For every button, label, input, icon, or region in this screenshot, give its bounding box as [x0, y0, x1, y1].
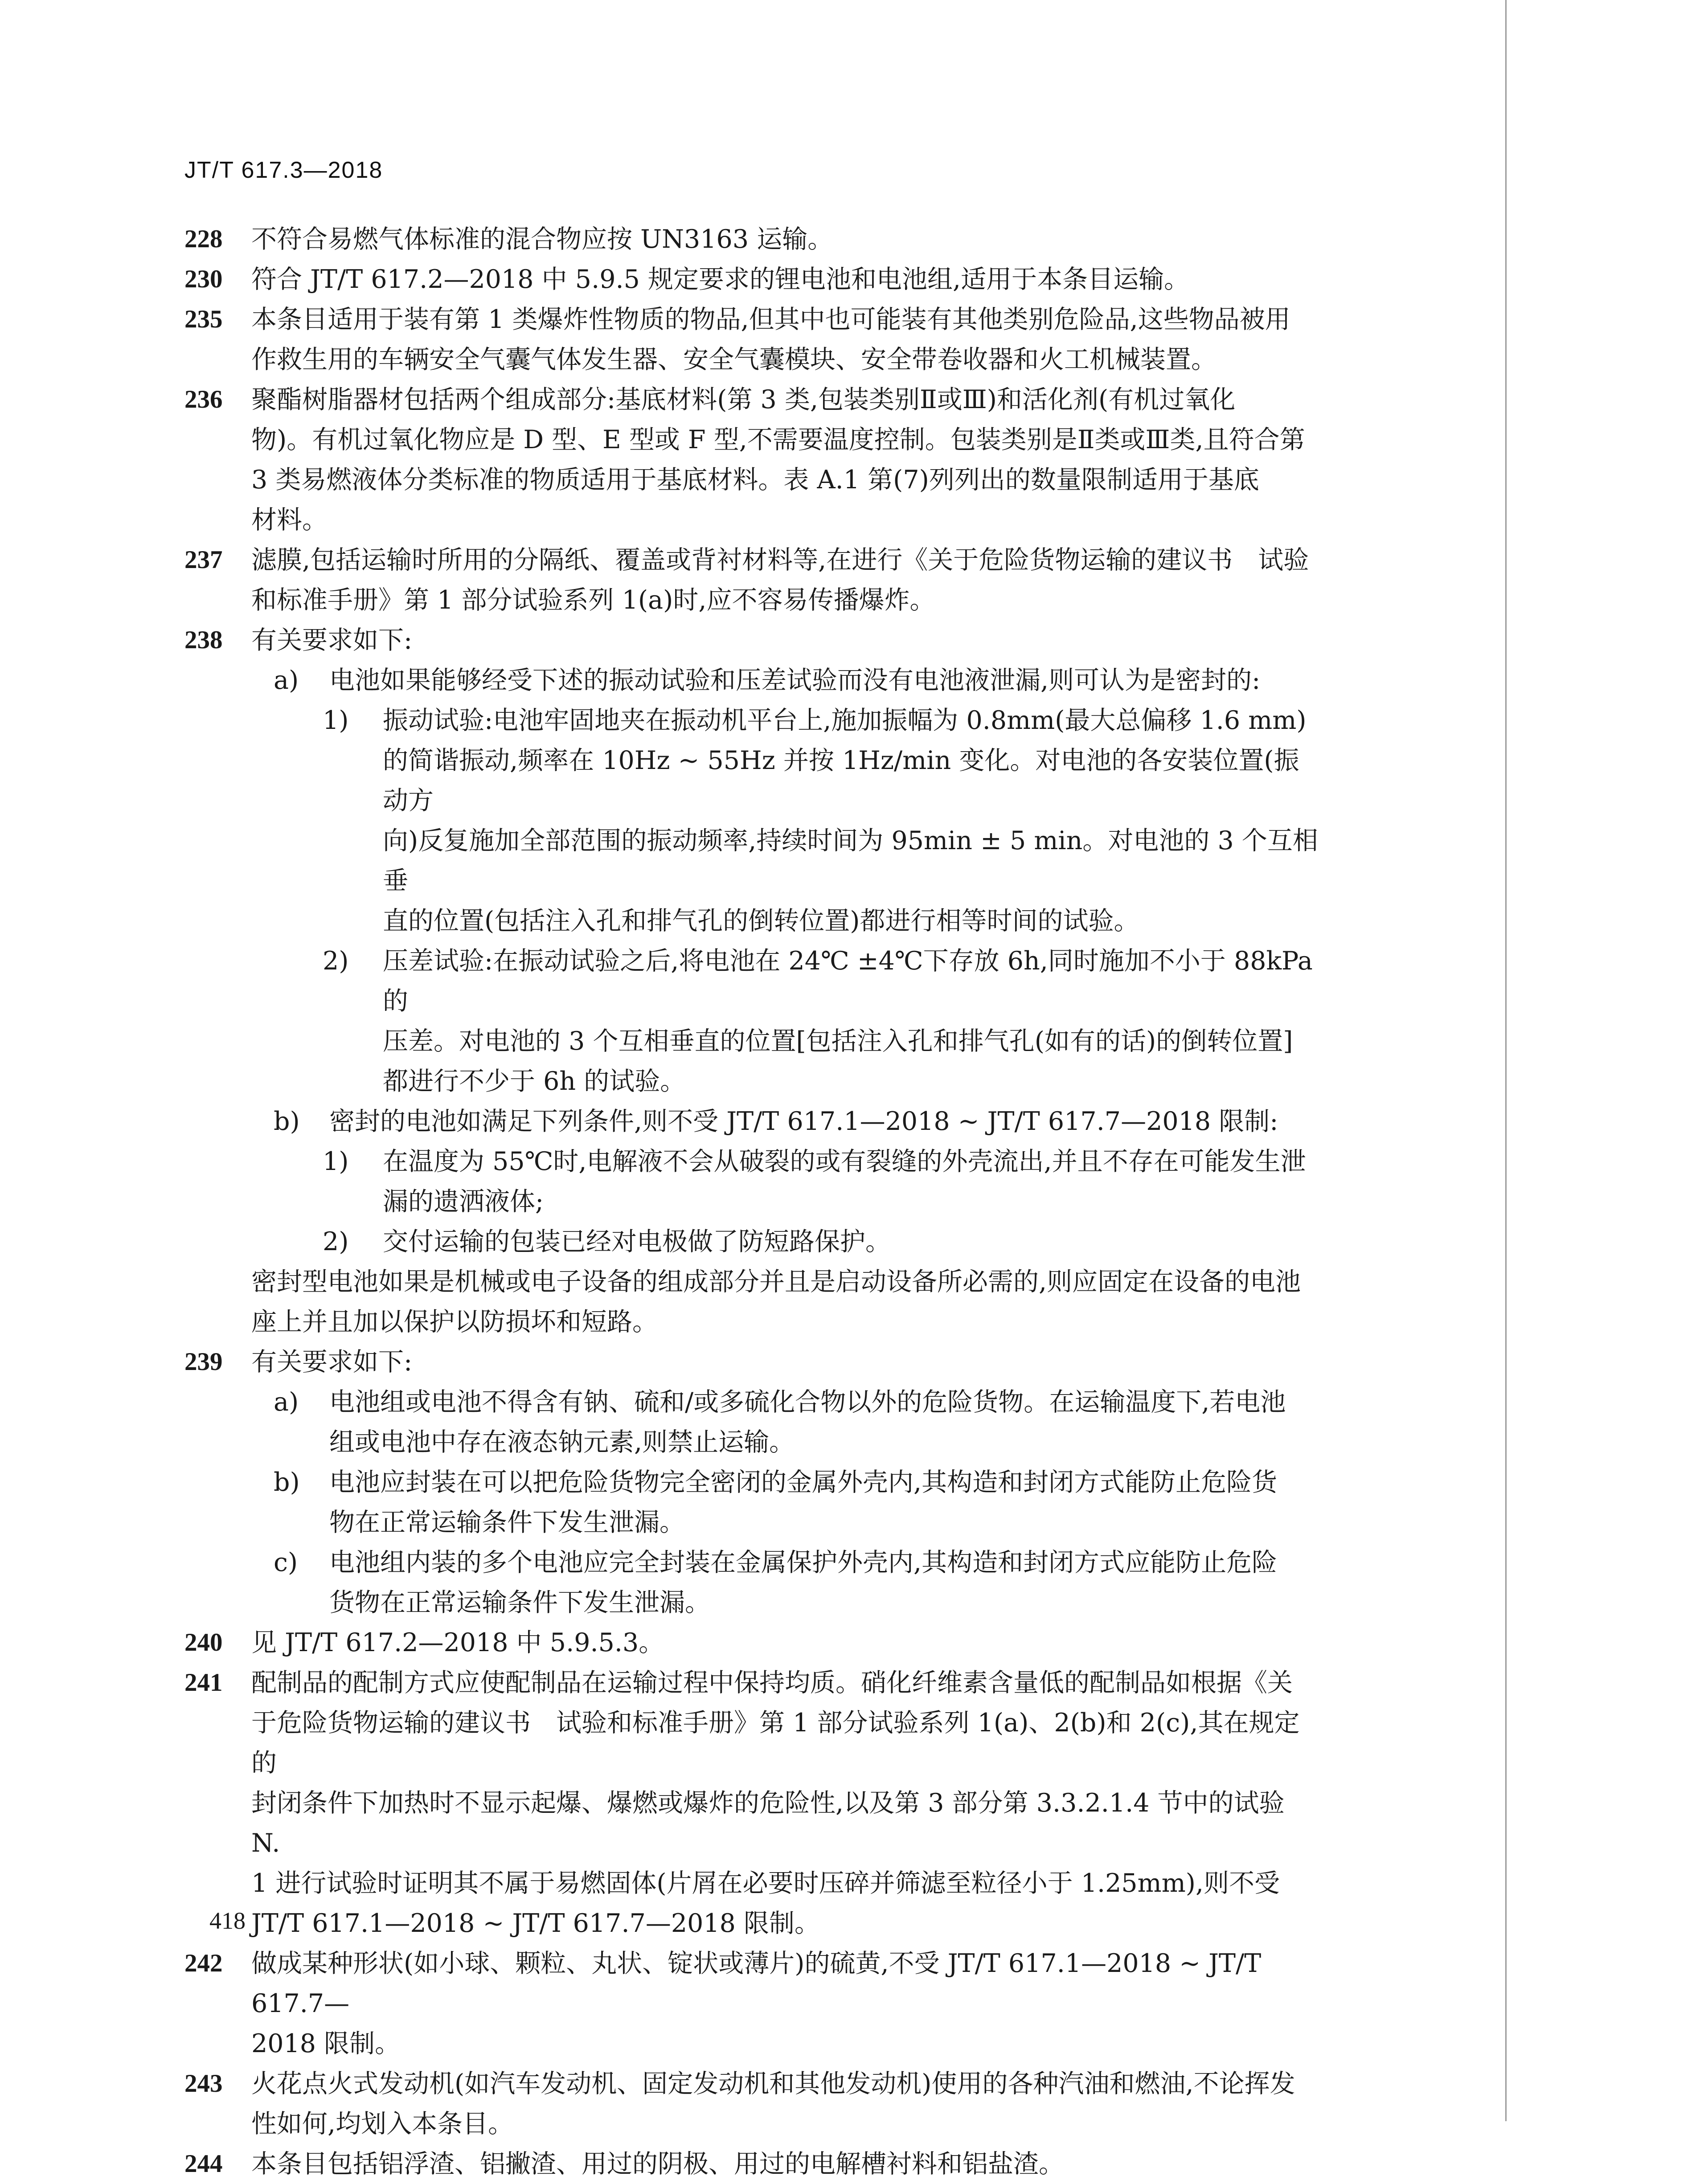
text-line: 聚酯树脂器材包括两个组成部分:基底材料(第 3 类,包装类别Ⅱ或Ⅲ)和活化剂(有机过氧化: [251, 385, 1236, 414]
text-line: 物在正常运输条件下发生泄漏。: [329, 1508, 685, 1537]
entry-number: 237: [184, 546, 223, 574]
text-line: 本条目包括铝浮渣、铝撇渣、用过的阴极、用过的电解槽衬料和铝盐渣。: [251, 2149, 1064, 2179]
text-line: 和标准手册》第 1 部分试验系列 1(a)时,应不容易传播爆炸。: [251, 585, 935, 615]
text-line: 在温度为 55℃时,电解液不会从破裂的或有裂缝的外壳流出,并且不存在可能发生泄: [383, 1147, 1306, 1176]
text-line: 火花点火式发动机(如汽车发动机、固定发动机和其他发动机)使用的各种汽油和燃油,不论挥发: [251, 2069, 1295, 2098]
text-line: 材料。: [251, 505, 328, 535]
text-line: JT/T 617.1—2018 ~ JT/T 617.7—2018 限制。: [251, 1909, 820, 1938]
entries-group-tail: [184, 1623, 1321, 2184]
entry-number: 241: [184, 1669, 223, 1697]
item-text: 密封的电池如满足下列条件,则不受 JT/T 617.1—2018 ~ JT/T 617.7—2018 限制:: [329, 1107, 1278, 1136]
item-238-b: [184, 1101, 1321, 1141]
entry-number: 235: [184, 305, 223, 333]
text-line: 不符合易燃气体标准的混合物应按 UN3163 运输。: [251, 225, 833, 254]
item-label: b): [274, 1468, 300, 1497]
text-line: 3 类易燃液体分类标准的物质适用于基底材料。表 A.1 第(7)列列出的数量限制适用于基底: [251, 465, 1259, 495]
entry-number: 242: [184, 1949, 223, 1977]
text-line: 向)反复施加全部范围的振动频率,持续时间为 95min ± 5 min。对电池的 3 个互相垂: [383, 826, 1318, 896]
item-label: c): [274, 1548, 298, 1577]
text-line: 见 JT/T 617.2—2018 中 5.9.5.3。: [251, 1628, 664, 1657]
entries-group-top: [184, 219, 1321, 660]
text-line: 的简谐振动,频率在 10Hz ~ 55Hz 并按 1Hz/min 变化。对电池的各安装位置(振动方: [383, 746, 1299, 815]
entry-241: [184, 1663, 1321, 1943]
entry-235: [184, 299, 1321, 380]
text-line: 有关要求如下:: [251, 626, 413, 655]
entry-237: [184, 540, 1321, 620]
item-239-c: [184, 1542, 1321, 1623]
text-line: 本条目适用于装有第 1 类爆炸性物质的物品,但其中也可能装有其他类别危险品,这些物品被用: [251, 305, 1290, 334]
entry-number: 240: [184, 1628, 223, 1656]
item-label: 2): [323, 1227, 349, 1256]
entry-number: 228: [184, 225, 223, 253]
text-line: 性如何,均划入本条目。: [251, 2109, 514, 2139]
text-line: 符合 JT/T 617.2—2018 中 5.9.5 规定要求的锂电池和电池组,适用于本条目运输。: [251, 265, 1190, 294]
text-line: 滤膜,包括运输时所用的分隔纸、覆盖或背衬材料等,在进行《关于危险货物运输的建议书 试验: [251, 545, 1309, 575]
text-line: 封闭条件下加热时不显示起爆、爆燃或爆炸的危险性,以及第 3 部分第 3.3.2.1.4 节中的试验 N.: [251, 1788, 1285, 1858]
text-line: 都进行不少于 6h 的试验。: [383, 1067, 686, 1096]
entry-239: [184, 1342, 1321, 1382]
text-line: 货物在正常运输条件下发生泄漏。: [329, 1588, 710, 1617]
text-line: 漏的遗洒液体;: [383, 1187, 544, 1216]
item-238-b-2: [184, 1222, 1321, 1262]
text-line: 密封型电池如果是机械或电子设备的组成部分并且是启动设备所必需的,则应固定在设备的电池: [251, 1267, 1301, 1296]
item-239-b: [184, 1462, 1321, 1542]
text-line: 压差试验:在振动试验之后,将电池在 24℃ ±4℃下存放 6h,同时施加不小于 88kPa 的: [383, 946, 1313, 1016]
item-238-b-1: [184, 1141, 1321, 1222]
text-line: 有关要求如下:: [251, 1347, 413, 1377]
item-238-a: [184, 660, 1321, 700]
entry-240: [184, 1623, 1321, 1663]
entry-236: [184, 380, 1321, 540]
item-label: 1): [323, 1147, 349, 1176]
entry-228: [184, 219, 1321, 259]
text-line: 座上并且加以保护以防损坏和短路。: [251, 1307, 658, 1337]
item-label: a): [274, 1387, 299, 1417]
text-line: 电池组或电池不得含有钠、硫和/或多硫化合物以外的危险货物。在运输温度下,若电池: [329, 1387, 1286, 1417]
text-line: 电池应封装在可以把危险货物完全密闭的金属外壳内,其构造和封闭方式能防止危险货: [329, 1468, 1278, 1497]
entry-number: 239: [184, 1348, 223, 1376]
text-line: 压差。对电池的 3 个互相垂直的位置[包括注入孔和排气孔(如有的话)的倒转位置]: [383, 1027, 1293, 1056]
item-label: 1): [323, 706, 349, 735]
entry-243: [184, 2064, 1321, 2144]
entry-number: 230: [184, 265, 223, 293]
entry-number: 243: [184, 2069, 223, 2098]
text-line: 2018 限制。: [251, 2029, 401, 2058]
text-line: 配制品的配制方式应使配制品在运输过程中保持均质。硝化纤维素含量低的配制品如根据《关: [251, 1668, 1293, 1697]
item-text: 电池如果能够经受下述的振动试验和压差试验而没有电池液泄漏,则可认为是密封的:: [329, 666, 1261, 695]
item-238-closing-paragraph: [184, 1262, 1321, 1342]
entry-number: 244: [184, 2150, 223, 2178]
text-line: 1 进行试验时证明其不属于易燃固体(片屑在必要时压碎并筛滤至粒径小于 1.25mm),则不受: [251, 1869, 1280, 1898]
document-body: [184, 219, 1321, 2184]
entry-number: 238: [184, 626, 223, 654]
entry-242: [184, 1943, 1321, 2064]
item-238-a-1: [184, 700, 1321, 941]
item-239-a: [184, 1382, 1321, 1462]
item-label: a): [274, 666, 299, 695]
text-line: 交付运输的包装已经对电极做了防短路保护。: [383, 1227, 891, 1256]
item-label: b): [274, 1107, 300, 1136]
text-line: 做成某种形状(如小球、颗粒、丸状、锭状或薄片)的硫黄,不受 JT/T 617.1—2018 ~ JT/T 617.7—: [251, 1949, 1262, 2018]
page-number: 418: [209, 1907, 246, 1934]
document-header: JT/T 617.3—2018: [184, 157, 383, 183]
text-line: 组或电池中存在液态钠元素,则禁止运输。: [329, 1427, 795, 1457]
text-line: 作救生用的车辆安全气囊气体发生器、安全气囊模块、安全带卷收器和火工机械装置。: [251, 345, 1216, 374]
item-238-a-2: [184, 941, 1321, 1101]
page-edge-divider: [1505, 0, 1507, 2121]
text-line: 于危险货物运输的建议书 试验和标准手册》第 1 部分试验系列 1(a)、2(b)和 2(c),其在规定的: [251, 1708, 1300, 1778]
entry-244: [184, 2144, 1321, 2184]
text-line: 直的位置(包括注入孔和排气孔的倒转位置)都进行相等时间的试验。: [383, 906, 1139, 936]
text-line: 电池组内装的多个电池应完全封装在金属保护外壳内,其构造和封闭方式应能防止危险: [329, 1548, 1278, 1577]
text-line: 振动试验:电池牢固地夹在振动机平台上,施加振幅为 0.8mm(最大总偏移 1.6 mm): [383, 706, 1307, 735]
text-line: 物)。有机过氧化物应是 D 型、E 型或 F 型,不需要温度控制。包装类别是Ⅱ类或Ⅲ类,且符合第: [251, 425, 1305, 454]
entry-238: [184, 620, 1321, 660]
item-label: 2): [323, 946, 349, 976]
entry-230: [184, 259, 1321, 299]
entry-number: 236: [184, 385, 223, 413]
